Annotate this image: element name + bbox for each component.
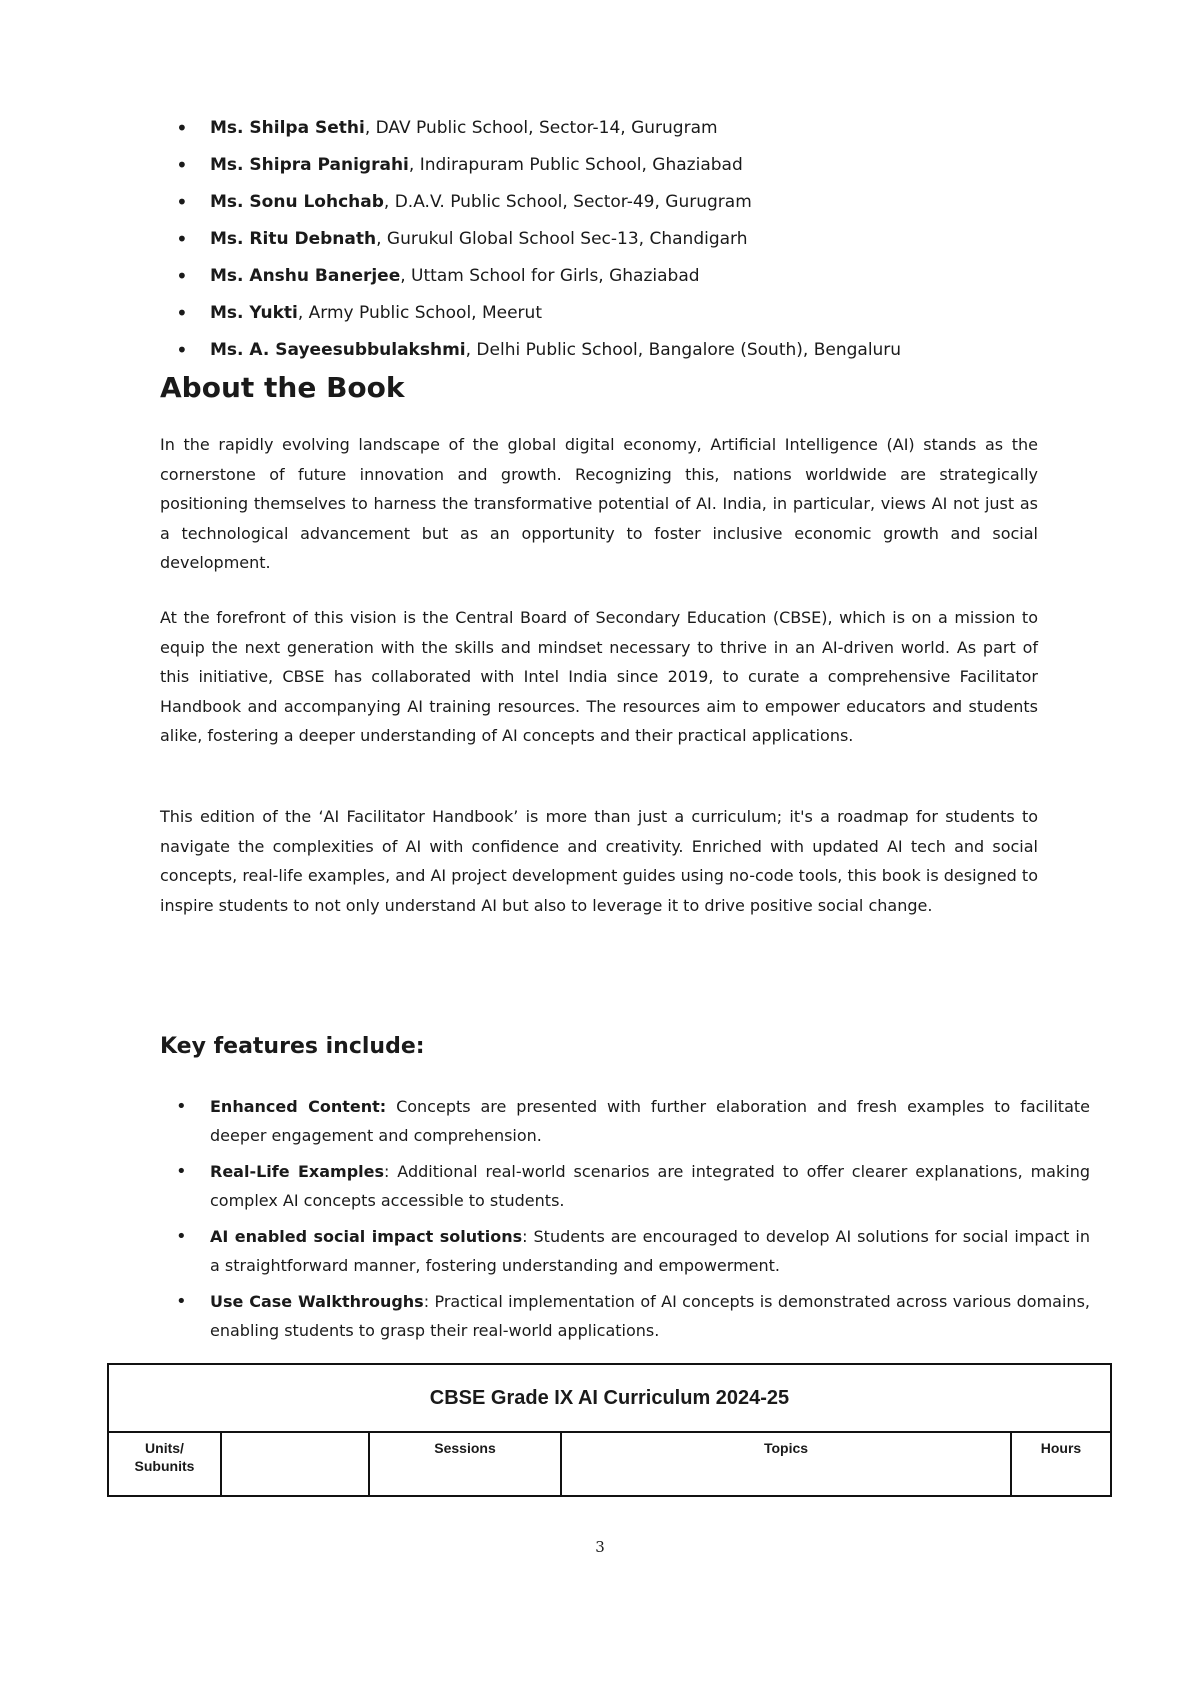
curriculum-table [107, 1363, 1112, 1497]
contributor-name: Ms. A. Sayeesubbulakshmi [210, 340, 466, 360]
feature-title: Real-Life Examples [210, 1162, 384, 1181]
key-features-heading: Key features include: [160, 1034, 425, 1059]
contributor-affiliation: , Indirapuram Public School, Ghaziabad [408, 155, 743, 175]
list-item [170, 221, 1070, 258]
table-title-row [108, 1364, 1111, 1432]
list-item [170, 1092, 1090, 1150]
list-item [170, 184, 1070, 221]
units-header [108, 1432, 221, 1496]
blank-header [221, 1432, 369, 1496]
sessions-header: Sessions [369, 1432, 561, 1496]
curriculum-table-title: CBSE Grade IX AI Curriculum 2024-25 [108, 1364, 1111, 1432]
contributor-name: Ms. Anshu Banerjee [210, 266, 401, 286]
contributor-list [170, 110, 1070, 369]
feature-title: AI enabled social impact solutions [210, 1227, 523, 1246]
hours-header: Hours [1011, 1432, 1111, 1496]
table-header-row [108, 1432, 1111, 1496]
contributor-affiliation: , Gurukul Global School Sec-13, Chandigarh [376, 229, 748, 249]
contributor-affiliation: , Army Public School, Meerut [297, 303, 542, 323]
topics-header: Topics [561, 1432, 1011, 1496]
feature-text: : Practical implementation of AI concepts is demonstrated across various domains, enabling students to grasp their real-world applications. [210, 1292, 1090, 1340]
list-item [170, 332, 1070, 369]
contributor-name: Ms. Ritu Debnath [210, 229, 377, 249]
about-heading: About the Book [160, 371, 405, 404]
list-item [170, 1157, 1090, 1215]
list-item [170, 110, 1070, 147]
list-item [170, 295, 1070, 332]
list-item [170, 258, 1070, 295]
contributor-name: Ms. Yukti [210, 303, 298, 323]
feature-title: Use Case Walkthroughs [210, 1292, 424, 1311]
contributor-name: Ms. Shilpa Sethi [210, 118, 365, 138]
feature-text: : Additional real-world scenarios are integrated to offer clearer explanations, making complex AI concepts accessible to students. [210, 1162, 1090, 1210]
contributor-affiliation: , Uttam School for Girls, Ghaziabad [400, 266, 700, 286]
contributor-affiliation: , DAV Public School, Sector-14, Gurugram [364, 118, 718, 138]
contributor-affiliation: , D.A.V. Public School, Sector-49, Gurugram [383, 192, 752, 212]
units-header-line2: Subunits [134, 1458, 195, 1474]
contributor-affiliation: , Delhi Public School, Bangalore (South), Bengaluru [465, 340, 902, 360]
about-paragraph: This edition of the ‘AI Facilitator Handbook’ is more than just a curriculum; it's a roadmap for students to navigate the complexities of AI with confidence and creativity. Enriched with updated AI tech and social concepts, real-life examples, and AI project development guides using no-code tools, this book is designed to inspire students to not only understand AI but also to leverage it to drive positive social change. [160, 807, 1038, 915]
contributor-name: Ms. Shipra Panigrahi [210, 155, 409, 175]
list-item [170, 1222, 1090, 1280]
page-number: 3 [595, 1538, 605, 1556]
list-item [170, 1287, 1090, 1345]
key-features-list [170, 1092, 1090, 1352]
feature-text: Concepts are presented with further elaboration and fresh examples to facilitate deeper engagement and comprehension. [210, 1097, 1090, 1145]
about-paragraph: In the rapidly evolving landscape of the global digital economy, Artificial Intelligence (AI) stands as the cornerstone of future innovation and growth. Recognizing this, nations worldwide are strategically positioning themselves to harness the transformative potential of AI. India, in particular, views AI not just as a technological advancement but as an opportunity to foster inclusive economic growth and social development. [160, 435, 1038, 573]
list-item [170, 147, 1070, 184]
about-paragraph: At the forefront of this vision is the Central Board of Secondary Education (CBSE), which is on a mission to equip the next generation with the skills and mindset necessary to thrive in an AI-driven world. As part of this initiative, CBSE has collaborated with Intel India since 2019, to curate a comprehensive Facilitator Handbook and accompanying AI training resources. The resources aim to empower educators and students alike, fostering a deeper understanding of AI concepts and their practical applications. [160, 608, 1038, 746]
feature-title: Enhanced Content: [210, 1097, 387, 1116]
units-header-line1: Units/ [145, 1440, 184, 1456]
feature-text: : Students are encouraged to develop AI solutions for social impact in a straightforward manner, fostering understanding and empowerment. [210, 1227, 1090, 1275]
contributor-name: Ms. Sonu Lohchab [210, 192, 384, 212]
